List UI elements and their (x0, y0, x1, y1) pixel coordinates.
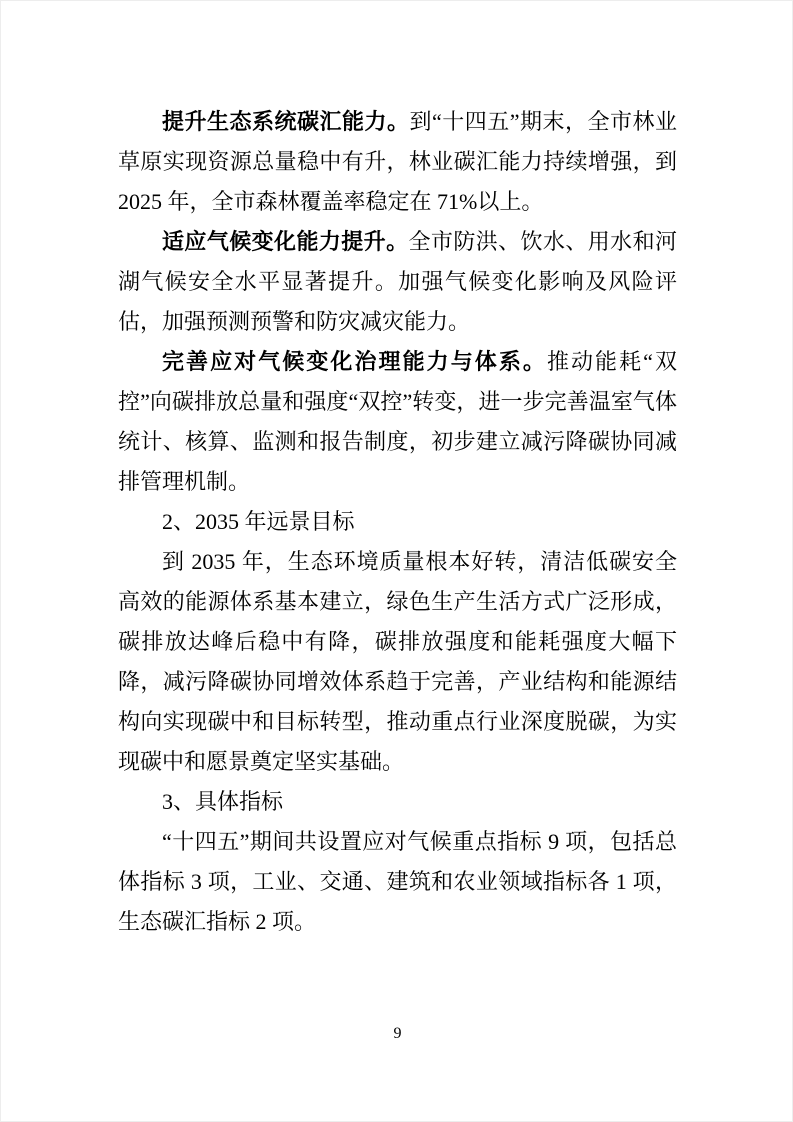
heading-2035-goals (118, 502, 677, 542)
heading-text: 3、具体指标 (162, 789, 284, 814)
paragraph-ecosystem-carbon-sink (118, 102, 677, 222)
paragraph-text: 推动能耗“双控”向碳排放总量和强度“双控”转变，进一步完善温室气体统计、核算、监测和报告制度，初步建立减污降碳协同减排管理机制。 (118, 349, 677, 494)
paragraph-governance-system (118, 342, 677, 502)
paragraph-text: “十四五”期间共设置应对气候重点指标 9 项，包括总体指标 3 项，工业、交通、建筑和农业领域指标各 1 项，生态碳汇指标 2 项。 (118, 829, 677, 934)
paragraph-text: 到“十四五”期末，全市林业草原实现资源总量稳中有升，林业碳汇能力持续增强，到 2025 年，全市森林覆盖率稳定在 71%以上。 (118, 109, 677, 214)
heading-text: 2、2035 年远景目标 (162, 509, 355, 534)
paragraph-lead: 适应气候变化能力提升。 (162, 229, 409, 254)
paragraph-lead: 提升生态系统碳汇能力。 (162, 109, 410, 134)
document-content (118, 102, 677, 942)
paragraph-lead: 完善应对气候变化治理能力与体系。 (162, 349, 547, 374)
paragraph-text: 全市防洪、饮水、用水和河湖气候安全水平显著提升。加强气候变化影响及风险评估，加强预测预警和防灾减灾能力。 (118, 229, 677, 334)
paragraph-climate-adaptation (118, 222, 677, 342)
paragraph-text: 到 2035 年，生态环境质量根本好转，清洁低碳安全高效的能源体系基本建立，绿色生产生活方式广泛形成，碳排放达峰后稳中有降，碳排放强度和能耗强度大幅下降，减污降碳协同增效体系趋于完善，产业结构和能源结构向实现碳中和目标转型，推动重点行业深度脱碳，为实现碳中和愿景奠定坚实基础。 (118, 549, 677, 774)
paragraph-2035-vision (118, 542, 677, 782)
page-number: 9 (393, 1025, 402, 1042)
heading-specific-indicators (118, 782, 677, 822)
paragraph-indicators (118, 822, 677, 942)
